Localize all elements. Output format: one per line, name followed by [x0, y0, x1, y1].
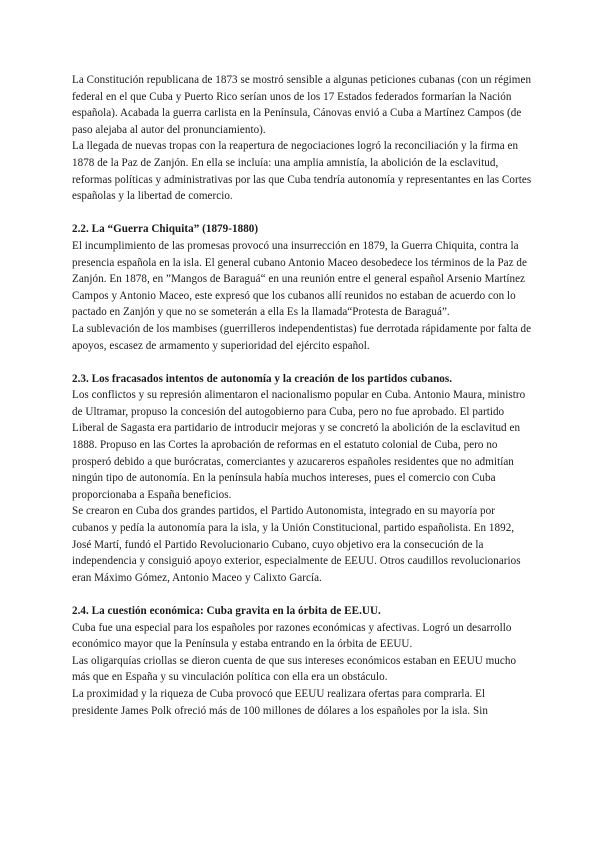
- paragraph: Cuba fue una especial para los españoles por razones económicas y afectivas. Logró un desarrollo económico mayor que la Península y estaba entrando en la órbita de EEUU.: [72, 621, 512, 651]
- paragraph: Las oligarquías criollas se dieron cuenta de que sus intereses económicos estaban en EEUU mucho más que en España y su vinculación política con ella era un obstáculo.: [72, 654, 517, 684]
- section-intro: [72, 72, 532, 205]
- document-page: [72, 72, 532, 719]
- paragraph: Los conflictos y su represión alimentaron el nacionalismo popular en Cuba. Antonio Maura, ministro de Ultramar, propuso la concesión del autogobierno para Cuba, pero no fue aprobado. El partido Liberal de Sagasta era partidario de introducir mejoras y se concretó la abolición de la esclavitud en 1888. Propuso en las Cortes la aprobación de reformas en el estatuto colonial de Cuba, pero no prosperó debido a que burócratas, comerciantes y azucareros españoles residentes que no admitían ningún tipo de autonomía. En la península había muchos intereses, pues el comercio con Cuba proporcionaba a España beneficios.: [72, 389, 526, 501]
- paragraph: La sublevación de los mambises (guerrilleros independentistas) fue derrotada rápidamente por falta de apoyos, escasez de armamento y superioridad del ejército español.: [72, 322, 532, 352]
- section-heading: 2.2. La “Guerra Chiquita” (1879-1880): [72, 223, 259, 236]
- paragraph: La Constitución republicana de 1873 se mostró sensible a algunas peticiones cubanas (con un régimen federal en el que Cuba y Puerto Rico serían unos de los 17 Estados federados formarían la Nación española). Acabada la guerra carlista en la Península, Cánovas envió a Cuba a Martínez Campos (de paso alejaba al autor del pronunciamiento).: [72, 74, 532, 136]
- section-autonomia-partidos: [72, 371, 532, 587]
- paragraph: El incumplimiento de las promesas provocó una insurrección en 1879, la Guerra Chiquita, contra la presencia española en la isla. El general cubano Antonio Maceo desobedece los términos de la Paz de Zanjón. En 1878, en ”Mangos de Baraguá“ en una reunión entre el general español Arsenio Martínez Campos y Antonio Maceo, este expresó que los cubanos allí reunidos no estaban de acuerdo con lo pactado en Zanjón y que no se someterán a ella Es la llamada“Protesta de Baraguá”.: [72, 239, 528, 319]
- section-heading: 2.4. La cuestión económica: Cuba gravita en la órbita de EE.UU.: [72, 605, 381, 617]
- paragraph: La proximidad y la riqueza de Cuba provocó que EEUU realizara ofertas para comprarla. El presidente James Polk ofreció más de 100 millones de dólares a los españoles por la isla. Sin: [72, 687, 488, 717]
- section-cuestion-economica: [72, 603, 532, 719]
- paragraph: La llegada de nuevas tropas con la reapertura de negociaciones logró la reconciliación y la firma en 1878 de la Paz de Zanjón. En ella se incluía: una amplia amnistía, la abolición de la esclavitud, reformas políticas y administrativas por las que Cuba tendría autonomía y representantes en las Cortes españolas y la libertad de comercio.: [72, 140, 532, 203]
- paragraph: Se crearon en Cuba dos grandes partidos, el Partido Autonomista, integrado en su mayoría por cubanos y pedía la autonomía para la isla, y la Unión Constitucional, partido españolista. En 1892, José Martí, fundó el Partido Revolucionario Cubano, cuyo objetivo era la consecución de la independencia y consiguió apoyo exterior, especialmente de EEUU. Otros caudillos revolucionarios eran Máximo Gómez, Antonio Maceo y Calixto García.: [72, 505, 521, 584]
- section-heading: 2.3. Los fracasados intentos de autonomía y la creación de los partidos cubanos.: [72, 372, 453, 385]
- section-guerra-chiquita: [72, 221, 532, 354]
